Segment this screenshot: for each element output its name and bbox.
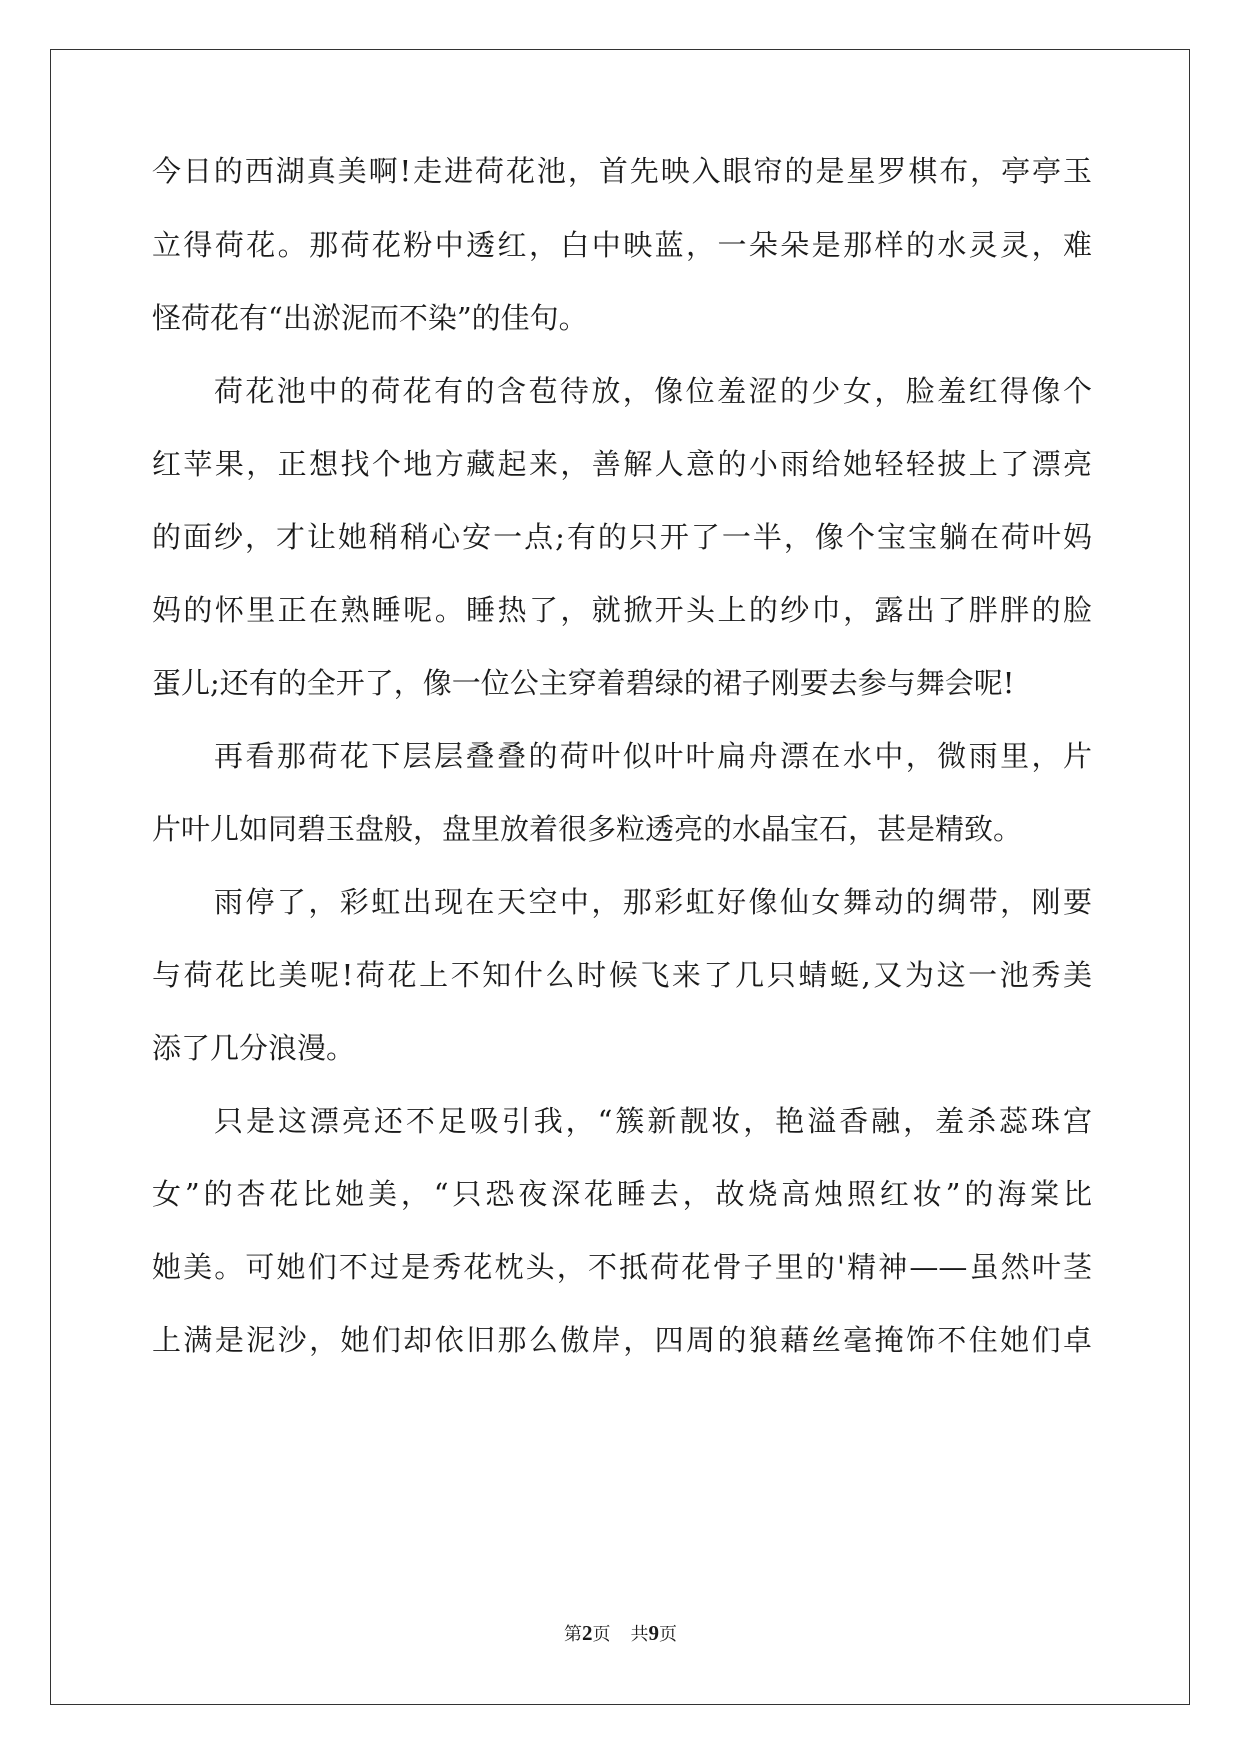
text-line: 今日的西湖真美啊!走进荷花池，首先映入眼帘的是星罗棋布，亭亭玉 (152, 154, 1092, 188)
text-line: 上满是泥沙，她们却依旧那么傲岸，四周的狼藉丝毫掩饰不住她们卓 (152, 1323, 1092, 1357)
footer-total-prefix: 共 (630, 1624, 649, 1645)
text-line: 再看那荷花下层层叠叠的荷叶似叶叶扁舟漂在水中，微雨里，片 (214, 739, 1092, 773)
text-line: 立得荷花。那荷花粉中透红，白中映蓝，一朵朵是那样的水灵灵，难 (152, 228, 1092, 262)
text-line: 妈的怀里正在熟睡呢。睡热了，就掀开头上的纱巾，露出了胖胖的脸 (152, 593, 1092, 627)
text-line: 雨停了，彩虹出现在天空中，那彩虹好像仙女舞动的绸带，刚要 (214, 885, 1092, 919)
text-line: 只是这漂亮还不足吸引我，“簇新靓妆，艳溢香融，羞杀蕊珠宫 (214, 1104, 1092, 1138)
text-line: 红苹果，正想找个地方藏起来，善解人意的小雨给她轻轻披上了漂亮 (152, 447, 1092, 481)
current-page-number: 2 (582, 1621, 593, 1645)
text-line: 女”的杏花比她美，“只恐夜深花睡去，故烧高烛照红妆”的海棠比 (152, 1177, 1092, 1211)
text-line: 添了几分浪漫。 (152, 1031, 356, 1065)
footer-total-suffix: 页 (659, 1624, 677, 1645)
footer-prefix: 第 (564, 1624, 582, 1645)
footer-page-suffix: 页 (592, 1624, 611, 1645)
text-line: 荷花池中的荷花有的含苞待放，像位羞涩的少女，脸羞红得像个 (214, 374, 1092, 408)
text-line: 蛋儿;还有的全开了，像一位公主穿着碧绿的裙子刚要去参与舞会呢! (152, 666, 1015, 700)
total-page-number: 9 (648, 1621, 659, 1645)
text-line: 她美。可她们不过是秀花枕头，不抵荷花骨子里的'精神——虽然叶茎 (152, 1250, 1092, 1284)
text-line: 与荷花比美呢!荷花上不知什么时候飞来了几只蜻蜓,又为这一池秀美 (152, 958, 1092, 992)
page-footer (0, 1620, 1241, 1646)
text-line: 片叶儿如同碧玉盘般，盘里放着很多粒透亮的水晶宝石，甚是精致。 (152, 812, 1023, 846)
text-line: 怪荷花有“出淤泥而不染”的佳句。 (152, 301, 588, 335)
text-line: 的面纱，才让她稍稍心安一点;有的只开了一半，像个宝宝躺在荷叶妈 (152, 520, 1092, 554)
